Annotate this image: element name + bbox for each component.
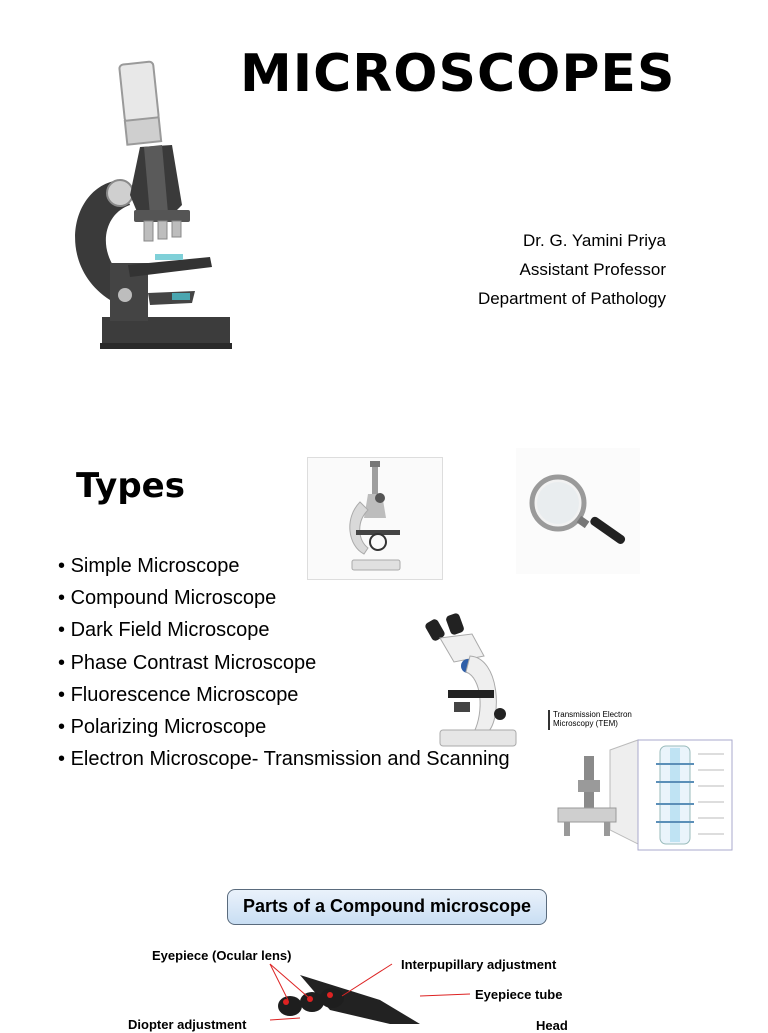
- title-slide: [0, 0, 768, 400]
- author-designation: Assistant Professor: [519, 260, 666, 279]
- types-heading: Types: [76, 466, 185, 506]
- parts-title: Parts of a Compound microscope: [227, 889, 547, 925]
- microscope-head-illustration: [0, 860, 768, 1024]
- list-item: • Compound Microscope: [58, 582, 510, 614]
- author-block: [478, 226, 666, 313]
- types-list: [58, 550, 510, 775]
- types-slide: [0, 430, 768, 850]
- list-item: • Phase Contrast Microscope: [58, 647, 510, 679]
- slide-title: MICROSCOPES: [240, 44, 676, 104]
- author-name: Dr. G. Yamini Priya: [523, 231, 666, 250]
- list-item: • Electron Microscope- Transmission and Scanning: [58, 743, 510, 775]
- list-item: • Polarizing Microscope: [58, 711, 510, 743]
- label-eyepiece: Eyepiece (Ocular lens): [152, 948, 292, 963]
- list-item: • Fluorescence Microscope: [58, 679, 510, 711]
- magnifying-glass-photo: [516, 448, 640, 574]
- list-item: • Simple Microscope: [58, 550, 510, 582]
- label-eyepiece-tube: Eyepiece tube: [475, 987, 563, 1002]
- tem-caption: [553, 710, 632, 728]
- microscope-illustration: [60, 55, 240, 355]
- tem-instrument: [548, 734, 738, 850]
- author-department: Department of Pathology: [477, 289, 666, 308]
- tem-figure: [548, 710, 738, 850]
- label-head: Head: [536, 1018, 568, 1033]
- label-diopter: Diopter adjustment: [128, 1017, 247, 1032]
- tem-caption-line2: Microscopy (TEM): [553, 719, 618, 728]
- label-interpupillary: Interpupillary adjustment: [401, 957, 557, 972]
- list-item: • Dark Field Microscope: [58, 614, 510, 646]
- parts-slide: [0, 860, 768, 1033]
- tem-caption-line1: Transmission Electron: [553, 710, 632, 719]
